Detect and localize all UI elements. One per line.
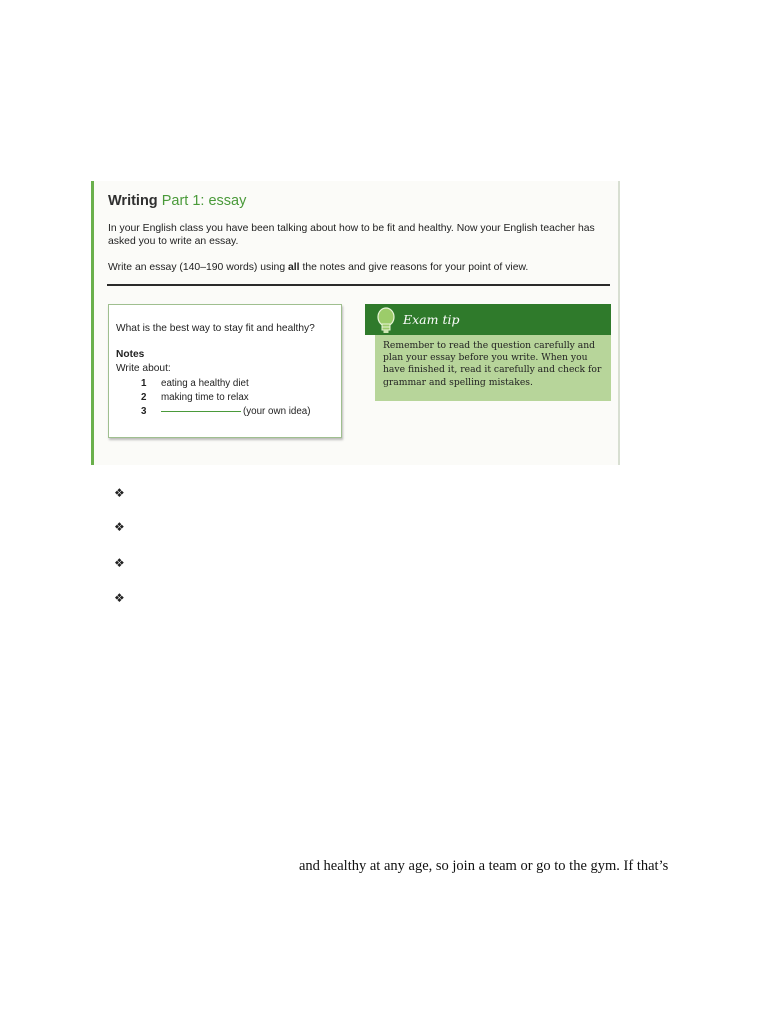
- note-number: 3: [141, 406, 147, 417]
- note-number: 1: [141, 378, 147, 389]
- exam-tip-header: [365, 304, 611, 335]
- bullet-diamond-icon: ❖: [114, 520, 125, 534]
- exercise-scan: [91, 181, 620, 465]
- divider-rule: [107, 284, 610, 286]
- notes-write-about: Write about:: [116, 363, 171, 374]
- answer-blank-line: [161, 411, 241, 412]
- bullet-diamond-icon: ❖: [114, 556, 125, 570]
- exercise-intro: In your English class you have been talking about how to be fit and healthy. Now your English teacher has asked you to write an essay.: [108, 223, 595, 247]
- notes-question: What is the best way to stay fit and healthy?: [116, 323, 315, 334]
- bullet-diamond-icon: ❖: [114, 486, 125, 500]
- instruction-pre: Write an essay (140–190 words) using: [108, 262, 289, 273]
- instruction-bold: all: [288, 262, 300, 273]
- note-text: eating a healthy diet: [161, 378, 249, 389]
- exam-tip-title: Exam tip: [403, 312, 460, 327]
- note-item: [141, 392, 249, 403]
- note-text: (your own idea): [243, 406, 311, 417]
- note-text: making time to relax: [161, 392, 249, 403]
- note-number: 2: [141, 392, 147, 403]
- notes-box: [108, 304, 342, 438]
- exercise-instruction: [108, 262, 608, 273]
- title-bold: Writing: [108, 193, 158, 209]
- scan-edge: [618, 181, 620, 465]
- bullet-diamond-icon: ❖: [114, 591, 125, 605]
- note-item: [141, 378, 249, 389]
- instruction-post: the notes and give reasons for your point of view.: [299, 262, 529, 273]
- note-item: [141, 406, 311, 417]
- exercise-title: [108, 193, 246, 209]
- body-text-line: and healthy at any age, so join a team or go to the gym. If that’s: [299, 858, 669, 874]
- exam-tip-text: Remember to read the question carefully and plan your essay before you write. When you have finished it, read it carefully and check for grammar and spelling mistakes.: [375, 335, 611, 401]
- title-rest: Part 1: essay: [161, 193, 247, 209]
- notes-heading: Notes: [116, 349, 145, 360]
